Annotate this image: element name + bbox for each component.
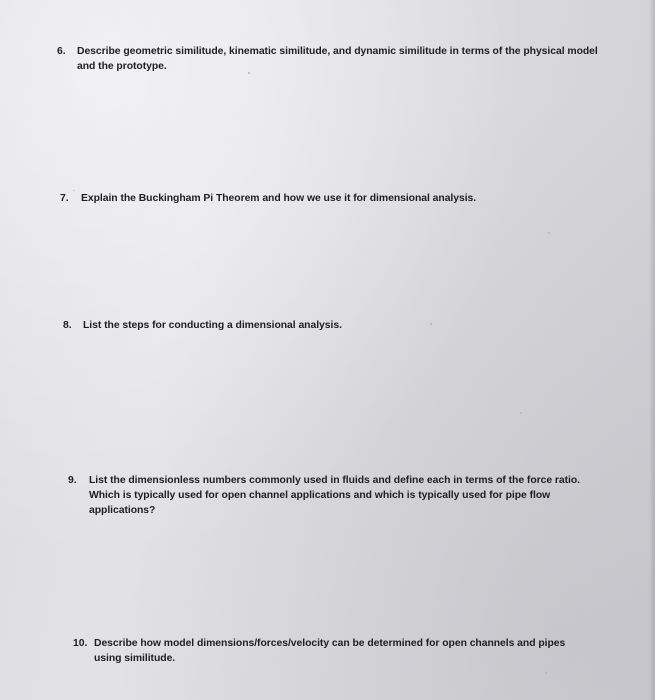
paper-speck	[545, 672, 547, 674]
question-number: 7.	[60, 193, 69, 204]
question-number: 10.	[73, 638, 88, 649]
question-text: List the dimensionless numbers commonly used in fluids and define each in terms of the force ratio. Which is typically used for open channel applications and which is typically used for pipe flow applications?	[89, 475, 581, 516]
question-text: Explain the Buckingham Pi Theorem and how we use it for dimensional analysis.	[81, 193, 477, 204]
paper-speck	[520, 412, 522, 414]
page-edge-shadow	[649, 0, 655, 700]
question-text: Describe geometric similitude, kinematic similitude, and dynamic similitude in terms of the physical model and the prototype.	[77, 46, 598, 72]
question-number: 6.	[57, 46, 66, 57]
question-number: 9.	[68, 475, 77, 486]
stray-mark: ˙	[73, 191, 76, 198]
paper-speck	[548, 232, 550, 234]
question-text: List the steps for conducting a dimensional analysis.	[83, 320, 342, 331]
question-text: Describe how model dimensions/forces/velocity can be determined for open channels and pipes using similitude.	[94, 638, 566, 664]
question-number: 8.	[63, 320, 72, 331]
